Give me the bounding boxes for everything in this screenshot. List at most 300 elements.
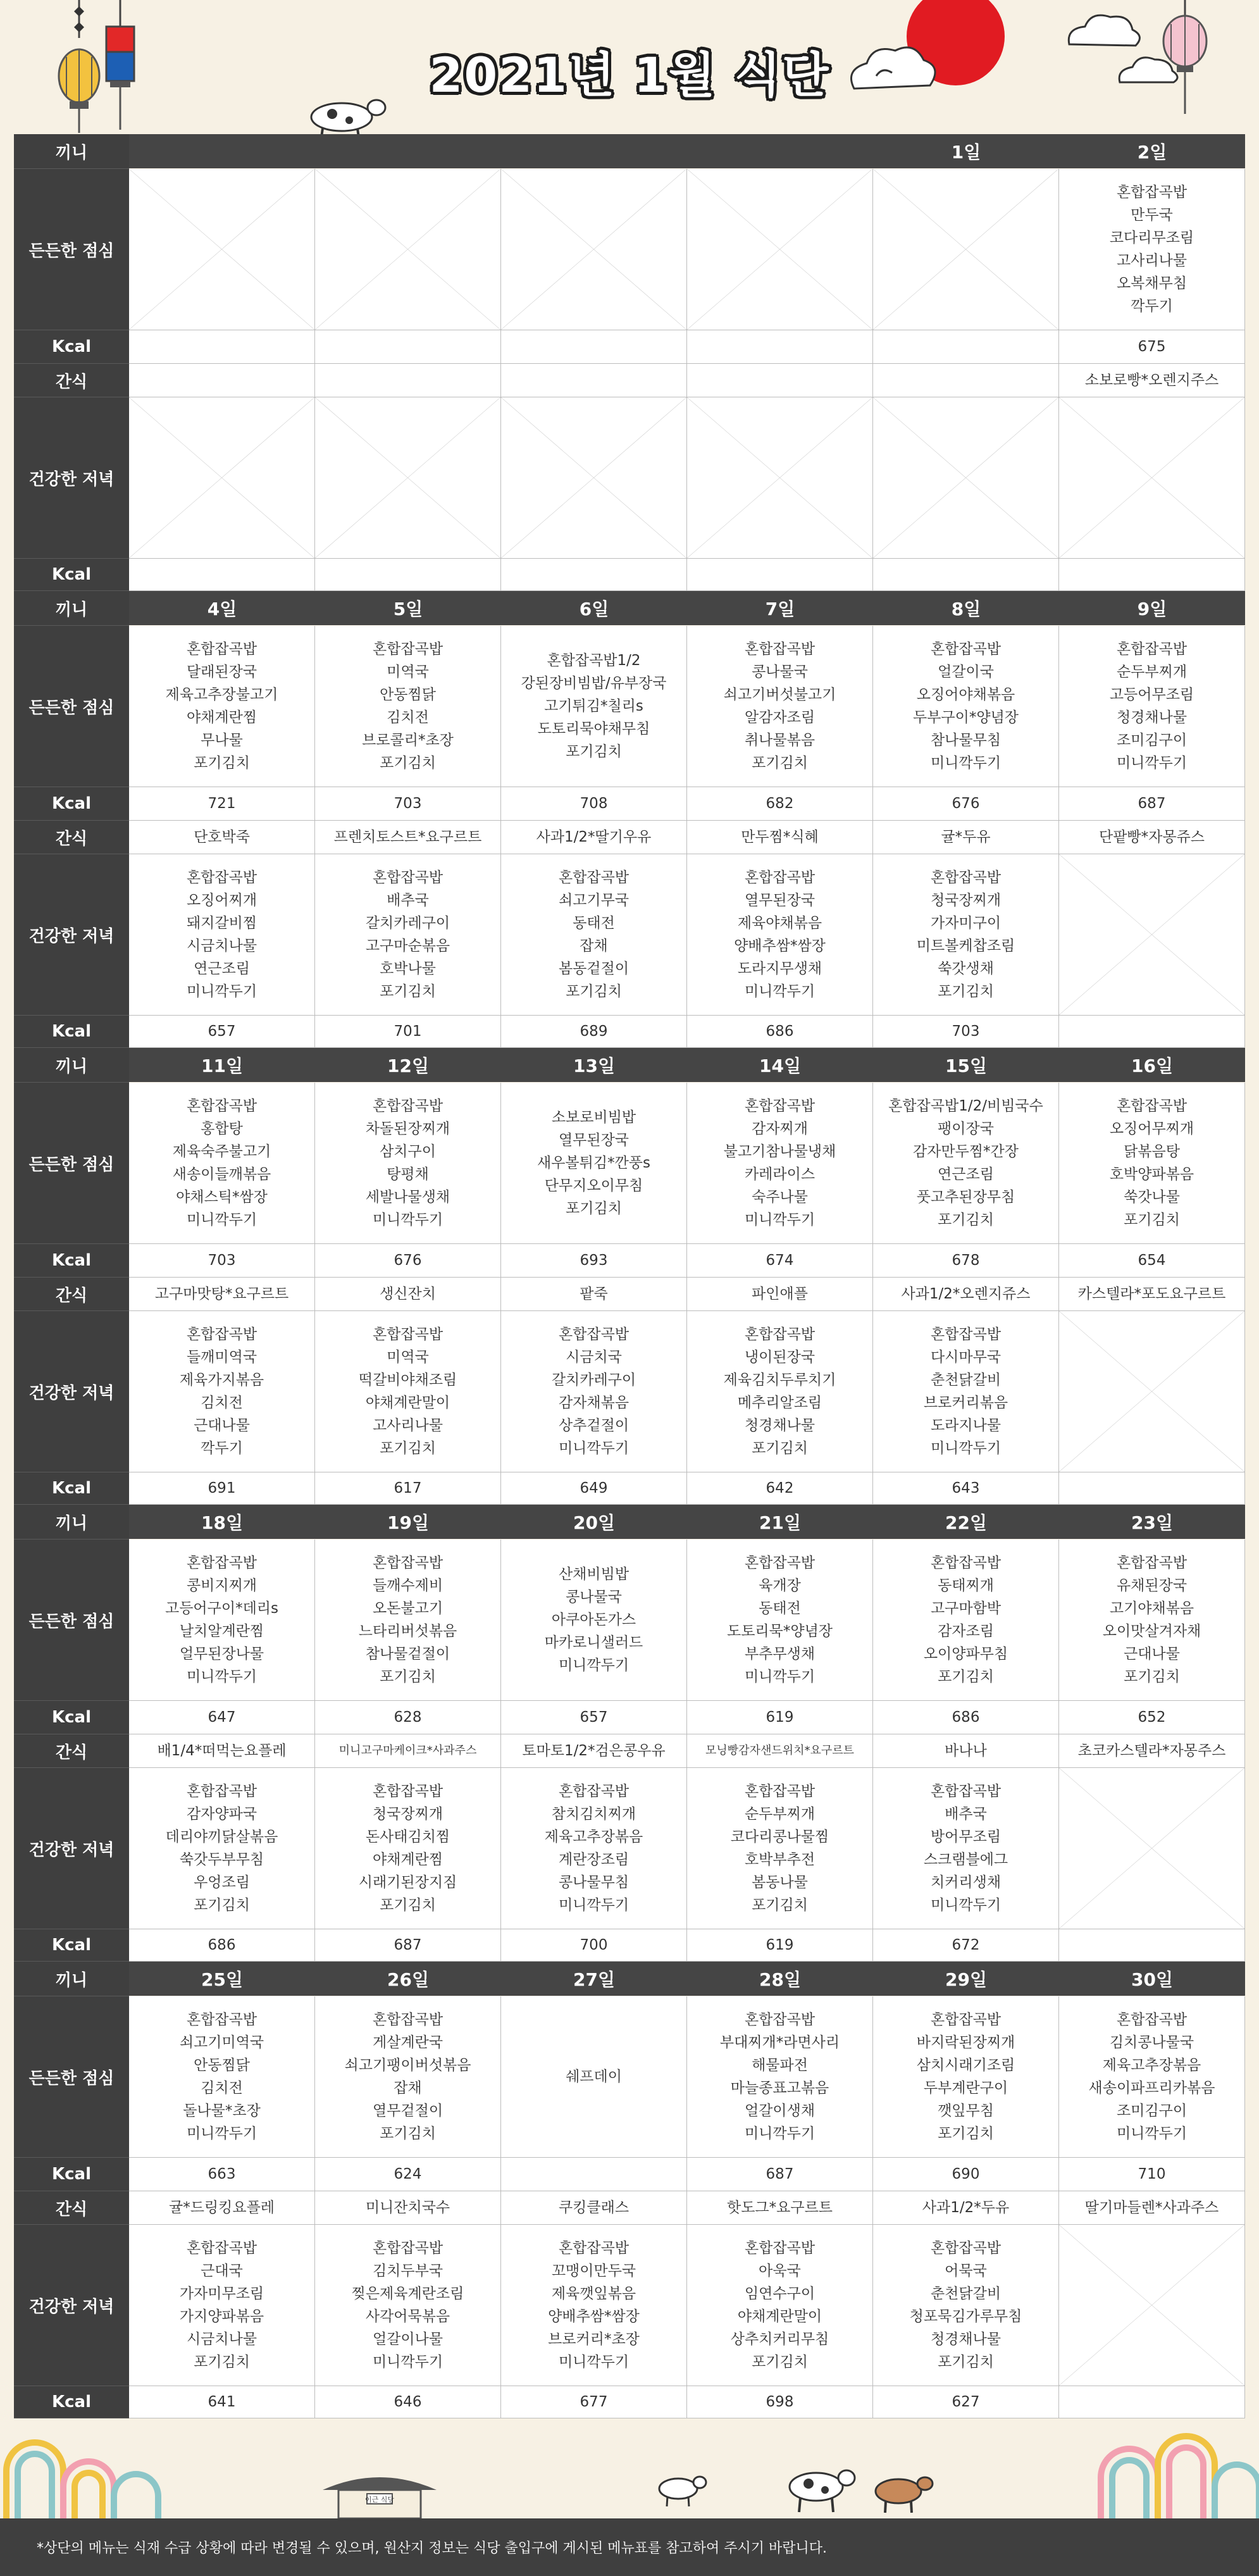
cell-text: 13일 [573, 1055, 615, 1076]
menu-items: 혼합잡곡밥 미역국 떡갈비야채조림 야채계란말이 고사리나물 포기김치 [358, 1326, 457, 1457]
cell-text: 689 [580, 1023, 608, 1040]
menu-table [14, 134, 1245, 2418]
cell-text: 파인애플 [752, 1286, 808, 1302]
cell-text: 7일 [765, 599, 795, 619]
cell-text: 672 [952, 1937, 980, 1953]
dinner-cell [315, 2225, 501, 2386]
row-label-lunch_kcal: Kcal [14, 2158, 129, 2191]
dinner-cell [1059, 397, 1245, 559]
lunch-cell [687, 1540, 873, 1701]
lunch-kcal-cell [687, 1244, 873, 1278]
cell-text: 8일 [951, 599, 981, 619]
cell-text: 700 [580, 1937, 608, 1953]
dinner-kcal-cell [1059, 1472, 1245, 1505]
menu-items: 산채비빔밥 콩나물국 아쿠아돈가스 마카로니샐러드 미니깍두기 [544, 1566, 643, 1674]
dinner-kcal-cell [315, 1472, 501, 1505]
menu-items: 혼합잡곡밥 들깨미역국 제육가지볶음 김치전 근대나물 깍두기 [179, 1326, 264, 1457]
dinner-cell [315, 1768, 501, 1929]
snack-cell [129, 821, 315, 854]
cell-text: 귤*드링킹요플레 [168, 2200, 275, 2216]
cell-text: 단호박죽 [194, 829, 250, 845]
cell-text: 687 [394, 1937, 422, 1953]
dinner-cell [1059, 1768, 1245, 1929]
cell-text: 687 [766, 2166, 794, 2182]
empty-cell-cross [501, 169, 686, 330]
snack-cell [501, 1278, 687, 1311]
menu-items: 혼합잡곡밥 육개장 동태전 도토리묵*양념장 부추무생채 미니깍두기 [726, 1555, 833, 1685]
cell-text: 18일 [201, 1512, 243, 1533]
day-header [687, 1048, 873, 1082]
menu-items: 혼합잡곡밥 청국장찌개 가자미구이 미트볼케찹조림 쑥갓생채 포기김치 [916, 869, 1015, 1000]
snack-cell [501, 364, 687, 397]
week-section [14, 1962, 1245, 2418]
cell-text: 생신잔치 [380, 1286, 436, 1302]
lunch-cell [501, 626, 687, 787]
menu-items: 혼합잡곡밥 아욱국 임연수구이 야채계란말이 상추치커리무침 포기김치 [730, 2240, 829, 2370]
day-header [873, 1505, 1059, 1539]
empty-cell-cross [873, 169, 1058, 330]
cell-text: 675 [1138, 339, 1166, 355]
dinner-cell [129, 2225, 315, 2386]
snack-cell [315, 364, 501, 397]
menu-items: 쉐프데이 [566, 2069, 622, 2085]
menu-items: 혼합잡곡밥 참치김치찌개 제육고추장볶음 계란장조림 콩나물무침 미니깍두기 [544, 1783, 643, 1913]
lunch-cell [873, 1996, 1059, 2158]
cell-text: 28일 [759, 1969, 801, 1990]
cell-text: 27일 [573, 1969, 615, 1990]
snack-cell [1059, 1734, 1245, 1768]
lunch-kcal-cell [501, 1701, 687, 1734]
menu-items: 혼합잡곡밥 홍합탕 제육숙주불고기 새송이들깨볶음 야채스틱*쌈장 미니깍두기 [172, 1098, 271, 1228]
week-section [14, 1505, 1245, 1962]
day-header [129, 1505, 315, 1539]
lunch-kcal-cell [129, 1701, 315, 1734]
cell-text: 단팥빵*자몽쥬스 [1098, 829, 1205, 845]
snack-cell [129, 364, 315, 397]
cell-text: 721 [208, 795, 236, 812]
lunch-kcal-cell [129, 787, 315, 821]
day-header [687, 1962, 873, 1996]
menu-items: 혼합잡곡밥 오징어무찌개 닭볶음탕 호박양파볶음 쑥갓나물 포기김치 [1109, 1098, 1194, 1228]
row-label-dinner: 건강한 저녁 [14, 397, 129, 559]
row-label-lunch_kcal: Kcal [14, 1701, 129, 1734]
lunch-kcal-cell [315, 1701, 501, 1734]
cell-text: 663 [208, 2166, 236, 2182]
snack-cell [873, 2191, 1059, 2225]
row-label-lunch_kcal: Kcal [14, 1244, 129, 1278]
lunch-cell [501, 169, 687, 330]
row-label-lunch: 든든한 점심 [14, 626, 129, 787]
menu-items: 혼합잡곡밥 부대찌개*라면사리 해물파전 마늘종표고볶음 얼갈이생채 미니깍두기 [719, 2012, 840, 2142]
day-header [873, 591, 1059, 625]
dinner-cell [315, 397, 501, 559]
day-header [501, 134, 687, 168]
page-title: 2021년 1월 식단 [429, 47, 830, 103]
dinner-cell [315, 1311, 501, 1472]
snack-cell [501, 1734, 687, 1768]
cell-text: 624 [394, 2166, 422, 2182]
cell-text: 20일 [573, 1512, 615, 1533]
menu-items: 혼합잡곡밥 들깨수제비 오돈불고기 느타리버섯볶음 참나물겉절이 포기김치 [358, 1555, 457, 1685]
snack-cell [315, 1734, 501, 1768]
lunch-cell [315, 1996, 501, 2158]
lunch-cell [687, 626, 873, 787]
row-label-lunch_kcal: Kcal [14, 330, 129, 364]
menu-items: 혼합잡곡밥1/2/비빔국수 팽이장국 감자만두찜*간장 연근조림 풋고추된장무침 포기김치 [888, 1098, 1043, 1228]
row-label-dinner_kcal: Kcal [14, 559, 129, 591]
row-label-days: 끼니 [14, 591, 129, 626]
lunch-cell [687, 169, 873, 330]
cell-text: 12일 [387, 1055, 429, 1076]
dinner-kcal-cell [687, 1929, 873, 1962]
dinner-kcal-cell [315, 559, 501, 591]
row-label-lunch: 든든한 점심 [14, 1996, 129, 2158]
cell-text: 686 [766, 1023, 794, 1040]
lunch-cell [1059, 1540, 1245, 1701]
snack-cell [315, 1278, 501, 1311]
lunch-cell [687, 1083, 873, 1244]
cell-text: 649 [580, 1480, 608, 1496]
cell-text: 710 [1138, 2166, 1166, 2182]
lunch-kcal-cell [129, 1244, 315, 1278]
day-header [687, 591, 873, 625]
snack-cell [501, 821, 687, 854]
menu-items: 혼합잡곡밥 오징어찌개 돼지갈비찜 시금치나물 연근조림 미니깍두기 [186, 869, 257, 1000]
menu-items: 혼합잡곡밥 순두부찌개 고등어무조림 청경채나물 조미김구이 미니깍두기 [1109, 641, 1194, 771]
day-header [129, 1962, 315, 1996]
page-header [0, 0, 1259, 136]
cell-text: 687 [1138, 795, 1166, 812]
snack-cell [687, 821, 873, 854]
lunch-kcal-cell [1059, 1244, 1245, 1278]
cell-text: 627 [952, 2394, 980, 2410]
row-label-snack: 간식 [14, 1278, 129, 1311]
lunch-kcal-cell [687, 1701, 873, 1734]
dinner-cell [501, 2225, 687, 2386]
row-label-lunch_kcal: Kcal [14, 787, 129, 821]
lunch-kcal-cell [687, 2158, 873, 2191]
dinner-kcal-cell [315, 1016, 501, 1048]
menu-items: 혼합잡곡밥 김치콩나물국 제육고추장볶음 새송이파프리카볶음 조미김구이 미니깍두기 [1088, 2012, 1215, 2142]
cell-text: 1일 [951, 142, 981, 163]
dinner-kcal-cell [129, 1929, 315, 1962]
cell-text: 19일 [387, 1512, 429, 1533]
cell-text: 6일 [579, 599, 609, 619]
lunch-kcal-cell [687, 330, 873, 364]
snack-cell [1059, 364, 1245, 397]
empty-cell-cross [1059, 854, 1244, 1015]
dinner-cell [1059, 854, 1245, 1016]
cell-text: 690 [952, 2166, 980, 2182]
lunch-cell [1059, 1996, 1245, 2158]
cell-text: 5일 [393, 599, 423, 619]
menu-items: 혼합잡곡밥 쇠고기무국 동태전 잡채 봄동겉절이 포기김치 [558, 869, 630, 1000]
dinner-cell [687, 1311, 873, 1472]
menu-items: 혼합잡곡밥 김치두부국 찢은제육계란조림 사각어묵볶음 얼갈이나물 미니깍두기 [351, 2240, 464, 2370]
cell-text: 693 [580, 1252, 608, 1269]
cell-text: 686 [952, 1709, 980, 1726]
dinner-cell [501, 1311, 687, 1472]
cell-text: 토마토1/2*검은콩우유 [522, 1743, 666, 1759]
dinner-cell [687, 2225, 873, 2386]
cell-text: 고구마맛탕*요구르트 [154, 1286, 289, 1302]
row-label-dinner: 건강한 저녁 [14, 854, 129, 1016]
row-label-dinner_kcal: Kcal [14, 1929, 129, 1962]
lunch-kcal-cell [1059, 2158, 1245, 2191]
dinner-cell [501, 397, 687, 559]
row-label-days: 끼니 [14, 1505, 129, 1540]
cell-text: 708 [580, 795, 608, 812]
day-header [1059, 1048, 1245, 1082]
cell-text: 모닝빵감자샌드위치*요구르트 [705, 1744, 855, 1757]
cell-text: 619 [766, 1709, 794, 1726]
menu-items: 소보로비빔밥 열무된장국 새우볼튀김*깐풍s 단무지오이무침 포기김치 [536, 1109, 650, 1217]
lunch-kcal-cell [1059, 787, 1245, 821]
day-header [873, 134, 1059, 168]
cell-text: 핫도그*요구르트 [726, 2200, 833, 2216]
cell-text: 바나나 [945, 1743, 987, 1759]
dinner-kcal-cell [501, 1929, 687, 1962]
cell-text: 654 [1138, 1252, 1166, 1269]
cell-text: 617 [394, 1480, 422, 1496]
dinner-cell [873, 397, 1059, 559]
lunch-kcal-cell [1059, 330, 1245, 364]
cell-text: 16일 [1131, 1055, 1173, 1076]
row-label-days: 끼니 [14, 1048, 129, 1083]
lunch-cell [1059, 626, 1245, 787]
row-label-lunch: 든든한 점심 [14, 169, 129, 330]
cell-text: 30일 [1131, 1969, 1173, 1990]
lunch-kcal-cell [687, 787, 873, 821]
day-header [315, 1048, 501, 1082]
day-header [687, 1505, 873, 1539]
dinner-kcal-cell [129, 559, 315, 591]
cell-text: 11일 [201, 1055, 243, 1076]
snack-cell [873, 1734, 1059, 1768]
lunch-kcal-cell [315, 2158, 501, 2191]
snack-cell [687, 1278, 873, 1311]
cell-text: 쿠킹클래스 [558, 2200, 630, 2216]
menu-items: 혼합잡곡밥 달래된장국 제육고추장불고기 야채계란찜 무나물 포기김치 [165, 641, 278, 771]
day-header [129, 134, 315, 168]
empty-cell-cross [687, 397, 872, 558]
house-icon [316, 2471, 443, 2522]
dinner-cell [687, 854, 873, 1016]
cell-text: 딸기마들렌*사과주스 [1084, 2200, 1219, 2216]
snack-cell [1059, 821, 1245, 854]
row-label-lunch: 든든한 점심 [14, 1083, 129, 1244]
lunch-cell [873, 1540, 1059, 1701]
row-label-dinner_kcal: Kcal [14, 1016, 129, 1048]
cell-text: 22일 [945, 1512, 987, 1533]
dinner-kcal-cell [1059, 1929, 1245, 1962]
dinner-kcal-cell [873, 1016, 1059, 1048]
menu-items: 혼합잡곡밥 다시마무국 춘천닭갈비 브로커리볶음 도라지나물 미니깍두기 [923, 1326, 1008, 1457]
lunch-kcal-cell [873, 330, 1059, 364]
lunch-cell [315, 626, 501, 787]
lunch-cell [315, 169, 501, 330]
day-header [1059, 1505, 1245, 1539]
cell-text: 703 [394, 795, 422, 812]
day-header [1059, 134, 1245, 168]
row-label-snack: 간식 [14, 821, 129, 854]
menu-items: 혼합잡곡밥 시금치국 갈치카레구이 감자채볶음 상추겉절이 미니깍두기 [551, 1326, 636, 1457]
empty-cell-cross [315, 169, 500, 330]
dinner-kcal-cell [129, 1016, 315, 1048]
menu-items: 혼합잡곡밥 어묵국 춘천닭갈비 청포묵김가루무침 청경채나물 포기김치 [909, 2240, 1022, 2370]
snack-cell [687, 1734, 873, 1768]
lunch-cell [315, 1540, 501, 1701]
day-header [315, 591, 501, 625]
week-section [14, 1048, 1245, 1505]
row-label-days: 끼니 [14, 134, 129, 169]
dinner-kcal-cell [873, 559, 1059, 591]
row-label-dinner: 건강한 저녁 [14, 1768, 129, 1929]
day-header [129, 1048, 315, 1082]
cell-text: 귤*두유 [941, 829, 991, 845]
snack-cell [129, 1278, 315, 1311]
empty-cell-cross [1059, 1311, 1244, 1472]
week-section [14, 591, 1245, 1048]
row-label-lunch: 든든한 점심 [14, 1540, 129, 1701]
cell-text: 703 [208, 1252, 236, 1269]
cell-text: 29일 [945, 1969, 987, 1990]
empty-cell-cross [501, 397, 686, 558]
menu-items: 혼합잡곡밥 콩나물국 쇠고기버섯불고기 알감자조림 취나물볶음 포기김치 [723, 641, 836, 771]
lunch-cell [873, 626, 1059, 787]
day-header [873, 1048, 1059, 1082]
cell-text: 619 [766, 1937, 794, 1953]
lunch-cell [873, 1083, 1059, 1244]
lunch-kcal-cell [315, 787, 501, 821]
lunch-kcal-cell [873, 787, 1059, 821]
cell-text: 사과1/2*오렌지쥬스 [901, 1286, 1031, 1302]
lunch-kcal-cell [129, 2158, 315, 2191]
menu-items: 혼합잡곡밥 꼬맹이만두국 제육깻잎볶음 양배추쌈*쌈장 브로커리*초장 미니깍두기 [548, 2240, 640, 2370]
lunch-cell [1059, 169, 1245, 330]
snack-cell [1059, 1278, 1245, 1311]
row-label-dinner: 건강한 저녁 [14, 1311, 129, 1472]
cell-text: 698 [766, 2394, 794, 2410]
lunch-cell [129, 1540, 315, 1701]
dinner-cell [873, 854, 1059, 1016]
cell-text: 팥죽 [580, 1286, 608, 1302]
cell-text: 643 [952, 1480, 980, 1496]
lunch-cell [1059, 1083, 1245, 1244]
cell-text: 25일 [201, 1969, 243, 1990]
row-label-dinner_kcal: Kcal [14, 1472, 129, 1505]
dinner-kcal-cell [873, 1929, 1059, 1962]
cell-text: 652 [1138, 1709, 1166, 1726]
cell-text: 657 [580, 1709, 608, 1726]
dinner-kcal-cell [687, 1016, 873, 1048]
menu-items: 혼합잡곡밥 바지락된장찌개 삼치시래기조림 두부계란구이 깻잎무침 포기김치 [916, 2012, 1015, 2142]
dinner-cell [1059, 1311, 1245, 1472]
cell-text: 628 [394, 1709, 422, 1726]
empty-cell-cross [687, 169, 872, 330]
lunch-cell [501, 1083, 687, 1244]
dinner-cell [129, 1768, 315, 1929]
menu-items: 혼합잡곡밥 냉이된장국 제육김치두루치기 메추리알조림 청경채나물 포기김치 [723, 1326, 836, 1457]
dinner-kcal-cell [873, 1472, 1059, 1505]
menu-items: 혼합잡곡밥 동태찌개 고구마함박 감자조림 오이양파무침 포기김치 [923, 1555, 1008, 1685]
lunch-cell [129, 169, 315, 330]
dinner-kcal-cell [501, 559, 687, 591]
cell-text: 676 [952, 795, 980, 812]
cow-icon [867, 2465, 936, 2515]
menu-items: 혼합잡곡밥 청국장찌개 돈사태김치찜 야채계란찜 시래기된장지짐 포기김치 [358, 1783, 457, 1913]
cell-text: 4일 [207, 599, 237, 619]
lunch-kcal-cell [1059, 1701, 1245, 1734]
cell-text: 678 [952, 1252, 980, 1269]
dinner-kcal-cell [687, 559, 873, 591]
dinner-cell [873, 1311, 1059, 1472]
cell-text: 641 [208, 2394, 236, 2410]
dinner-kcal-cell [501, 1472, 687, 1505]
cell-text: 686 [208, 1937, 236, 1953]
day-header [1059, 1962, 1245, 1996]
dinner-kcal-cell [1059, 559, 1245, 591]
menu-items: 혼합잡곡밥 배추국 방어무조림 스크램블에그 치커리생채 미니깍두기 [923, 1783, 1008, 1913]
dinner-cell [1059, 2225, 1245, 2386]
lunch-cell [873, 169, 1059, 330]
rainbow-hills-icon [0, 2408, 1259, 2522]
menu-items: 혼합잡곡밥 쇠고기미역국 안동찜닭 김치전 돌나물*초장 미니깍두기 [179, 2012, 264, 2142]
dinner-cell [501, 1768, 687, 1929]
menu-items: 혼합잡곡밥 감자찌개 불고기참나물냉채 카레라이스 숙주나물 미니깍두기 [723, 1098, 836, 1228]
cell-text: 691 [208, 1480, 236, 1496]
dinner-cell [873, 1768, 1059, 1929]
menu-items: 혼합잡곡밥 근대국 가자미무조림 가지양파볶음 시금치나물 포기김치 [179, 2240, 264, 2370]
menu-items: 혼합잡곡밥 배추국 갈치카레구이 고구마순볶음 호박나물 포기김치 [365, 869, 450, 1000]
lunch-kcal-cell [873, 2158, 1059, 2191]
cell-text: 15일 [945, 1055, 987, 1076]
lunch-cell [315, 1083, 501, 1244]
snack-cell [873, 364, 1059, 397]
snack-cell [129, 2191, 315, 2225]
lunch-kcal-cell [501, 2158, 687, 2191]
lunch-kcal-cell [315, 1244, 501, 1278]
day-header [873, 1962, 1059, 1996]
cell-text: 카스텔라*포도요구르트 [1077, 1286, 1226, 1302]
empty-cell-cross [873, 397, 1058, 558]
cell-text: 676 [394, 1252, 422, 1269]
cell-text: 14일 [759, 1055, 801, 1076]
lunch-kcal-cell [873, 1701, 1059, 1734]
cell-text: 642 [766, 1480, 794, 1496]
cell-text: 사과1/2*두유 [922, 2200, 1010, 2216]
cell-text: 646 [394, 2394, 422, 2410]
dinner-cell [501, 854, 687, 1016]
snack-cell [129, 1734, 315, 1768]
day-header [501, 1048, 687, 1082]
lunch-cell [129, 1996, 315, 2158]
dinner-kcal-cell [315, 1929, 501, 1962]
menu-items: 혼합잡곡밥 게살계란국 쇠고기팽이버섯볶음 잡채 열무겉절이 포기김치 [344, 2012, 471, 2142]
lunch-kcal-cell [315, 330, 501, 364]
dinner-cell [873, 2225, 1059, 2386]
cell-text: 21일 [759, 1512, 801, 1533]
cell-text: 미니고구마케이크*사과주스 [338, 1744, 477, 1757]
day-header [687, 134, 873, 168]
snack-cell [687, 2191, 873, 2225]
row-label-snack: 간식 [14, 2191, 129, 2225]
menu-items: 혼합잡곡밥 감자양파국 데리야끼닭살볶음 쑥갓두부무침 우엉조림 포기김치 [165, 1783, 278, 1913]
day-header [501, 1505, 687, 1539]
dinner-cell [129, 854, 315, 1016]
snack-cell [873, 1278, 1059, 1311]
menu-items: 혼합잡곡밥 미역국 안동찜닭 김치전 브로콜리*초장 포기김치 [362, 641, 454, 771]
